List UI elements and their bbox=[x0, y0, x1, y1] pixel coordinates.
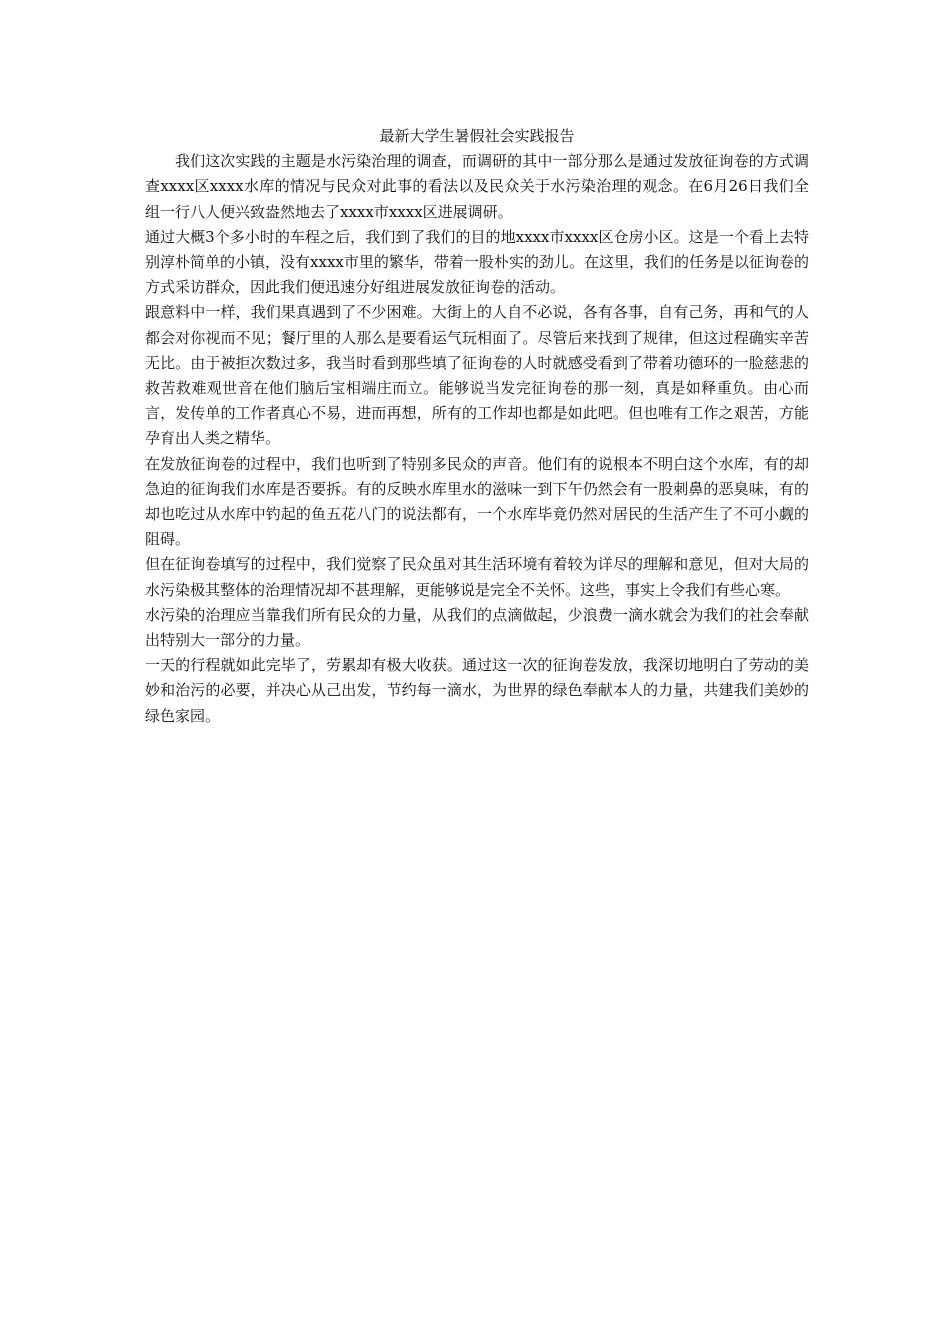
paragraph-4: 在发放征询卷的过程中，我们也听到了特别多民众的声音。他们有的说根本不明白这个水库，有的却急迫的征询我们水库是否要拆。有的反映水库里水的滋味一到下午仍然会有一股刺鼻的恶臭味，有的却也吃过从水库中钓起的鱼五花八门的说法都有，一个水库毕竟仍然对居民的生活产生了不可小觑的阻碍。 bbox=[145, 454, 809, 549]
paragraph-5: 但在征询卷填写的过程中，我们觉察了民众虽对其生活环境有着较为详尽的理解和意见，但对大局的水污染极其整体的治理情况却不甚理解，更能够说是完全不关怀。这些，事实上令我们有些心寒。 bbox=[145, 555, 809, 599]
paragraph-6: 水污染的治理应当靠我们所有民众的力量，从我们的点滴做起，少浪费一滴水就会为我们的社会奉献出特别大一部分的力量。 bbox=[145, 605, 809, 650]
paragraph-3: 跟意料中一样，我们果真遇到了不少困难。大街上的人自不必说，各有各事，自有己务，再和气的人都会对你视而不见；餐厅里的人那么是要看运气玩相面了。尽管后来找到了规律，但这过程确实辛苦无比。由于被拒次数过多，我当时看到那些填了征询卷的人时就感受看到了带着功德环的一脸慈悲的救苦救难观世音在他们脑后宝相端庄而立。能够说当发完征询卷的那一刻，真是如释重负。由心而言，发传单的工作者真心不易，进而再想，所有的工作却也都是如此吧。但也唯有工作之艰苦，方能孕育出人类之精华。 bbox=[145, 303, 809, 448]
document-body bbox=[145, 124, 809, 729]
document-title: 最新大学生暑假社会实践报告 bbox=[379, 127, 575, 145]
paragraph-7: 一天的行程就如此完毕了，劳累却有极大收获。通过这一次的征询卷发放，我深切地明白了劳动的美妙和治污的必要，并决心从己出发，节约每一滴水，为世界的绿色奉献本人的力量，共建我们美妙的绿色家园。 bbox=[145, 656, 809, 725]
paragraph-2: 通过大概3个多小时的车程之后，我们到了我们的目的地xxxx市xxxx区仓房小区。这是一个看上去特别淳朴简单的小镇，没有xxxx市里的繁华，带着一股朴实的劲儿。在这里，我们的任务是以征询卷的方式采访群众，因此我们便迅速分好组进展发放征询卷的活动。 bbox=[145, 227, 809, 297]
paragraph-1: 我们这次实践的主题是水污染治理的调查，而调研的其中一部分那么是通过发放征询卷的方式调查xxxx区xxxx水库的情况与民众对此事的看法以及民众关于水污染治理的观念。在6月26日我们全组一行八人便兴致盎然地去了xxxx市xxxx区进展调研。 bbox=[145, 152, 809, 221]
